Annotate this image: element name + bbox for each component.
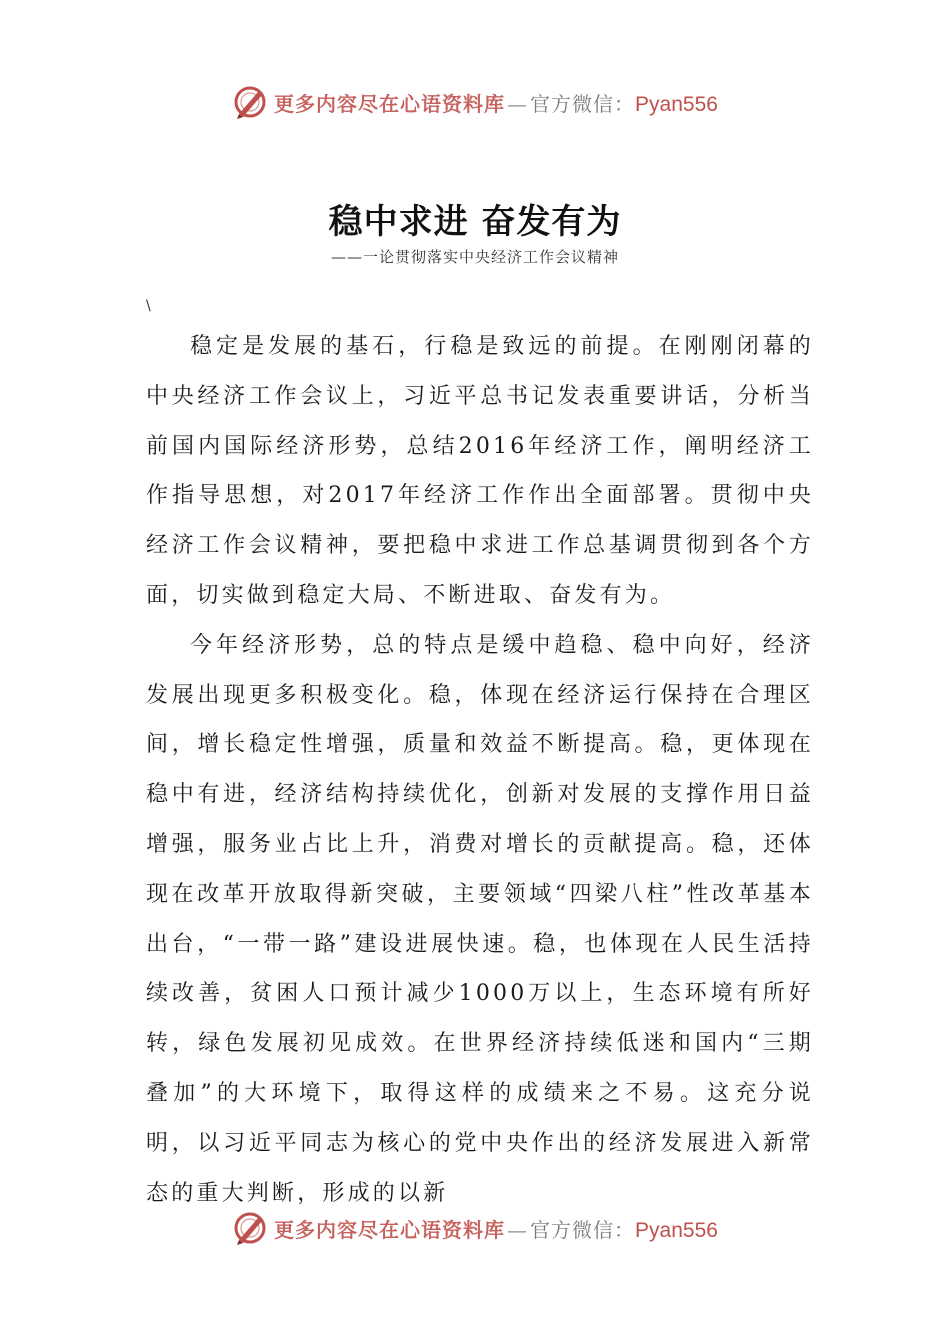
watermark-label: 官方微信： bbox=[530, 91, 636, 116]
watermark-text bbox=[274, 1214, 718, 1243]
watermark-main-text: 更多内容尽在心语资料库 bbox=[274, 91, 506, 116]
article-body bbox=[146, 322, 814, 1218]
pen-circle-icon bbox=[232, 84, 268, 120]
watermark-wechat-id: Pyan556 bbox=[635, 92, 718, 116]
watermark-dash: — bbox=[507, 1217, 529, 1242]
stray-backslash: \ bbox=[146, 298, 151, 314]
header-watermark bbox=[0, 84, 950, 120]
watermark-wechat-id: Pyan556 bbox=[635, 1218, 718, 1242]
watermark-label: 官方微信： bbox=[530, 1217, 636, 1242]
paragraph: 今年经济形势，总的特点是缓中趋稳、稳中向好，经济发展出现更多积极变化。稳，体现在经济运行保持在合理区间，增长稳定性增强，质量和效益不断提高。稳，更体现在稳中有进，经济结构持续优化，创新对发展的支撑作用日益增强，服务业占比上升，消费对增长的贡献提高。稳，还体现在改革开放取得新突破，主要领域“四梁八柱”性改革基本出台，“一带一路”建设进展快速。稳，也体现在人民生活持续改善，贫困人口预计减少1000万以上，生态环境有所好转，绿色发展初见成效。在世界经济持续低迷和国内“三期叠加”的大环境下，取得这样的成绩来之不易。这充分说明，以习近平同志为核心的党中央作出的经济发展进入新常态的重大判断，形成的以新 bbox=[146, 632, 814, 1206]
watermark-dash: — bbox=[507, 91, 529, 116]
footer-watermark bbox=[0, 1210, 950, 1246]
watermark-main-text: 更多内容尽在心语资料库 bbox=[274, 1217, 506, 1242]
article-title: 稳中求进 奋发有为 bbox=[328, 202, 622, 242]
paragraph: 稳定是发展的基石，行稳是致远的前提。在刚刚闭幕的中央经济工作会议上，习近平总书记发表重要讲话，分析当前国内国际经济形势，总结2016年经济工作，阐明经济工作指导思想，对2017年经济工作作出全面部署。贯彻中央经济工作会议精神，要把稳中求进工作总基调贯彻到各个方面，切实做到稳定大局、不断进取、奋发有为。 bbox=[146, 334, 814, 608]
article-subtitle: ——一论贯彻落实中央经济工作会议精神 bbox=[330, 248, 619, 266]
pen-circle-icon bbox=[232, 1210, 268, 1246]
watermark-text bbox=[274, 88, 718, 117]
